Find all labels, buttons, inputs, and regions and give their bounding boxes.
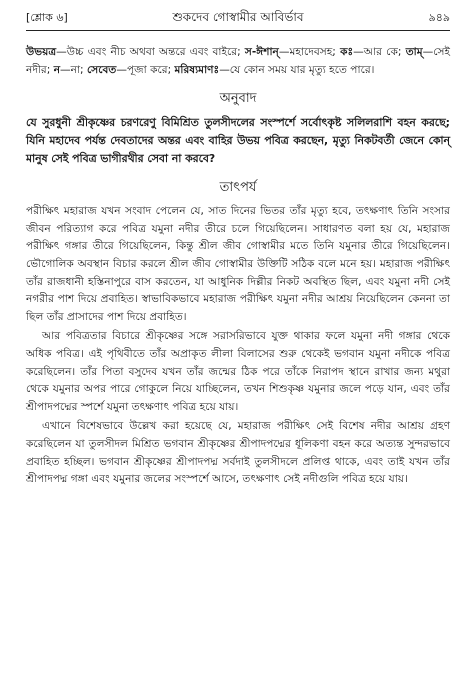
- translation-text: যে সুরধুনী শ্রীকৃষ্ণের চরণরেণু বিমিশ্রিত তুলসীদলের সংস্পর্শে সর্বোৎকৃষ্ট সলিলরাশি বহন করছে; যিনি মহাদেব পর্যন্ত দেবতাদের অন্তর এবং বাহির উভয় পবিত্র করছেন, মৃত্যু নিকটবর্তী জেনে কোন্ মানুষ সেই পবিত্র ভাগীরথীর সেবা না করবে?: [26, 116, 450, 166]
- synonym-entry: [54, 64, 84, 76]
- synonym-entry: [245, 46, 336, 58]
- synonym-word: ন: [53, 63, 61, 76]
- synonym-meaning: —আর কে;: [353, 46, 402, 58]
- verse-number: [শ্লোক ৬]: [26, 11, 68, 24]
- synonym-entry: [175, 64, 375, 76]
- synonym-word: সেবেত: [86, 63, 117, 76]
- synonym-word: কঃ: [340, 46, 354, 58]
- synonym-entry: [26, 46, 241, 58]
- synonym-meaning: —মহাদেবসহ;: [278, 46, 336, 58]
- synonym-word: স-ঈশান্: [244, 46, 279, 58]
- purport-body: [26, 203, 450, 489]
- page-header: [26, 0, 450, 36]
- synonym-word: উভয়ত্র: [26, 46, 57, 58]
- synonym-meaning: —যে কোন সময় যার মৃত্যু হতে পারে।: [219, 63, 375, 76]
- chapter-title: শুকদেব গোস্বামীর আবির্ভাব: [172, 10, 304, 24]
- synonym-word: তাম্: [405, 46, 423, 58]
- purport-paragraph: পরীক্ষিৎ মহারাজ যখন সংবাদ পেলেন যে, সাত দিনের ভিতর তাঁর মৃত্যু হবে, তৎক্ষণাৎ তিনি সংসার জীবন পরিত্যাগ করে পবিত্র যমুনা নদীর তীরে চলে গিয়েছিলেন। সাধারণত বলা হয় যে, মহারাজ পরীক্ষিৎ গঙ্গার তীরে গিয়েছিলেন, কিন্তু শ্রীল জীব গোস্বামীর মতে তিনি যমুনার তীরে গিয়েছিলেন। ভৌগোলিক অবস্থান বিচার করলে শ্রীল জীব গোস্বামীর উক্তিটি সঠিক বলে মনে হয়। মহারাজ পরীক্ষিৎ তাঁর রাজধানী হস্তিনাপুরে বাস করতেন, যা আধুনিক দিল্লীর নিকট অবস্থিত ছিল, এবং যমুনা নদী সেই নগরীর পাশ দিয়ে প্রবাহিত। স্বাভাবিকভাবে মহারাজ পরীক্ষিৎ যমুনা নদীর আশ্রয় নিয়েছিলেন কেননা তা ছিল তাঁর প্রাসাদের পাশ দিয়ে প্রবাহিত।: [26, 205, 450, 323]
- synonym-meaning: —পূজা করে;: [116, 63, 172, 76]
- synonym-meaning: —সেই নদীর;: [26, 46, 450, 76]
- translation-heading: অনুবাদ: [219, 91, 257, 107]
- synonym-meaning: —না;: [60, 63, 84, 76]
- page-number: ৯৪৯: [428, 11, 450, 24]
- synonyms-block: [26, 44, 450, 79]
- synonym-entry: [87, 64, 171, 76]
- synonym-meaning: —উচ্চ এবং নীচ অথবা অন্তরে এবং বাইরে;: [56, 46, 241, 58]
- header-rule: [26, 30, 450, 31]
- purport-paragraph: এখানে বিশেষভাবে উল্লেখ করা হয়েছে যে, মহারাজ পরীক্ষিৎ সেই বিশেষ নদীর আশ্রয় গ্রহণ করেছিলেন যা তুলসীদল মিশ্রিত ভগবান শ্রীকৃষ্ণের শ্রীপাদপদ্মের ধূলিকণা বহন করে অত্যন্ত সুন্দরভাবে প্রবাহিত হচ্ছিল। ভগবান শ্রীকৃষ্ণের শ্রীপাদপদ্ম সর্বদাই তুলসীদলে প্রলিপ্ত থাকে, এবং তাই যখন তাঁর শ্রীপাদপদ্ম গঙ্গা এবং যমুনার জলের সংস্পর্শে আসে, তৎক্ষণাৎ সেই নদীগুলি পবিত্র হয়ে যায়।: [26, 420, 450, 486]
- purport-heading: তাৎপর্য: [219, 180, 257, 196]
- synonym-entry: [340, 46, 401, 58]
- purport-paragraph: আর পবিত্রতার বিচারে শ্রীকৃষ্ণের সঙ্গে সরাসরিভাবে যুক্ত থাকার ফলে যমুনা নদী গঙ্গার থেকে অধিক পবিত্র। এই পৃথিবীতে তাঁর অপ্রাকৃত লীলা বিলাসের শুরু থেকেই ভগবান যমুনা নদীকে পবিত্র করেছিলেন। তাঁর পিতা বসুদেব যখন তাঁর জন্মের ঠিক পরে তাঁকে নিরাপদ স্থানে রাখার জন্য মথুরা থেকে যমুনার অপর পারে গোকুলে নিয়ে যাচ্ছিলেন, তখন শিশুকৃষ্ণ যমুনার জলে পড়ে যান, এবং তাঁর শ্রীপাদপদ্মের স্পর্শে যমুনা তৎক্ষণাৎ পবিত্র হয়ে যায়।: [26, 330, 450, 413]
- synonym-word: মরিষ্যমাণঃ: [174, 63, 220, 76]
